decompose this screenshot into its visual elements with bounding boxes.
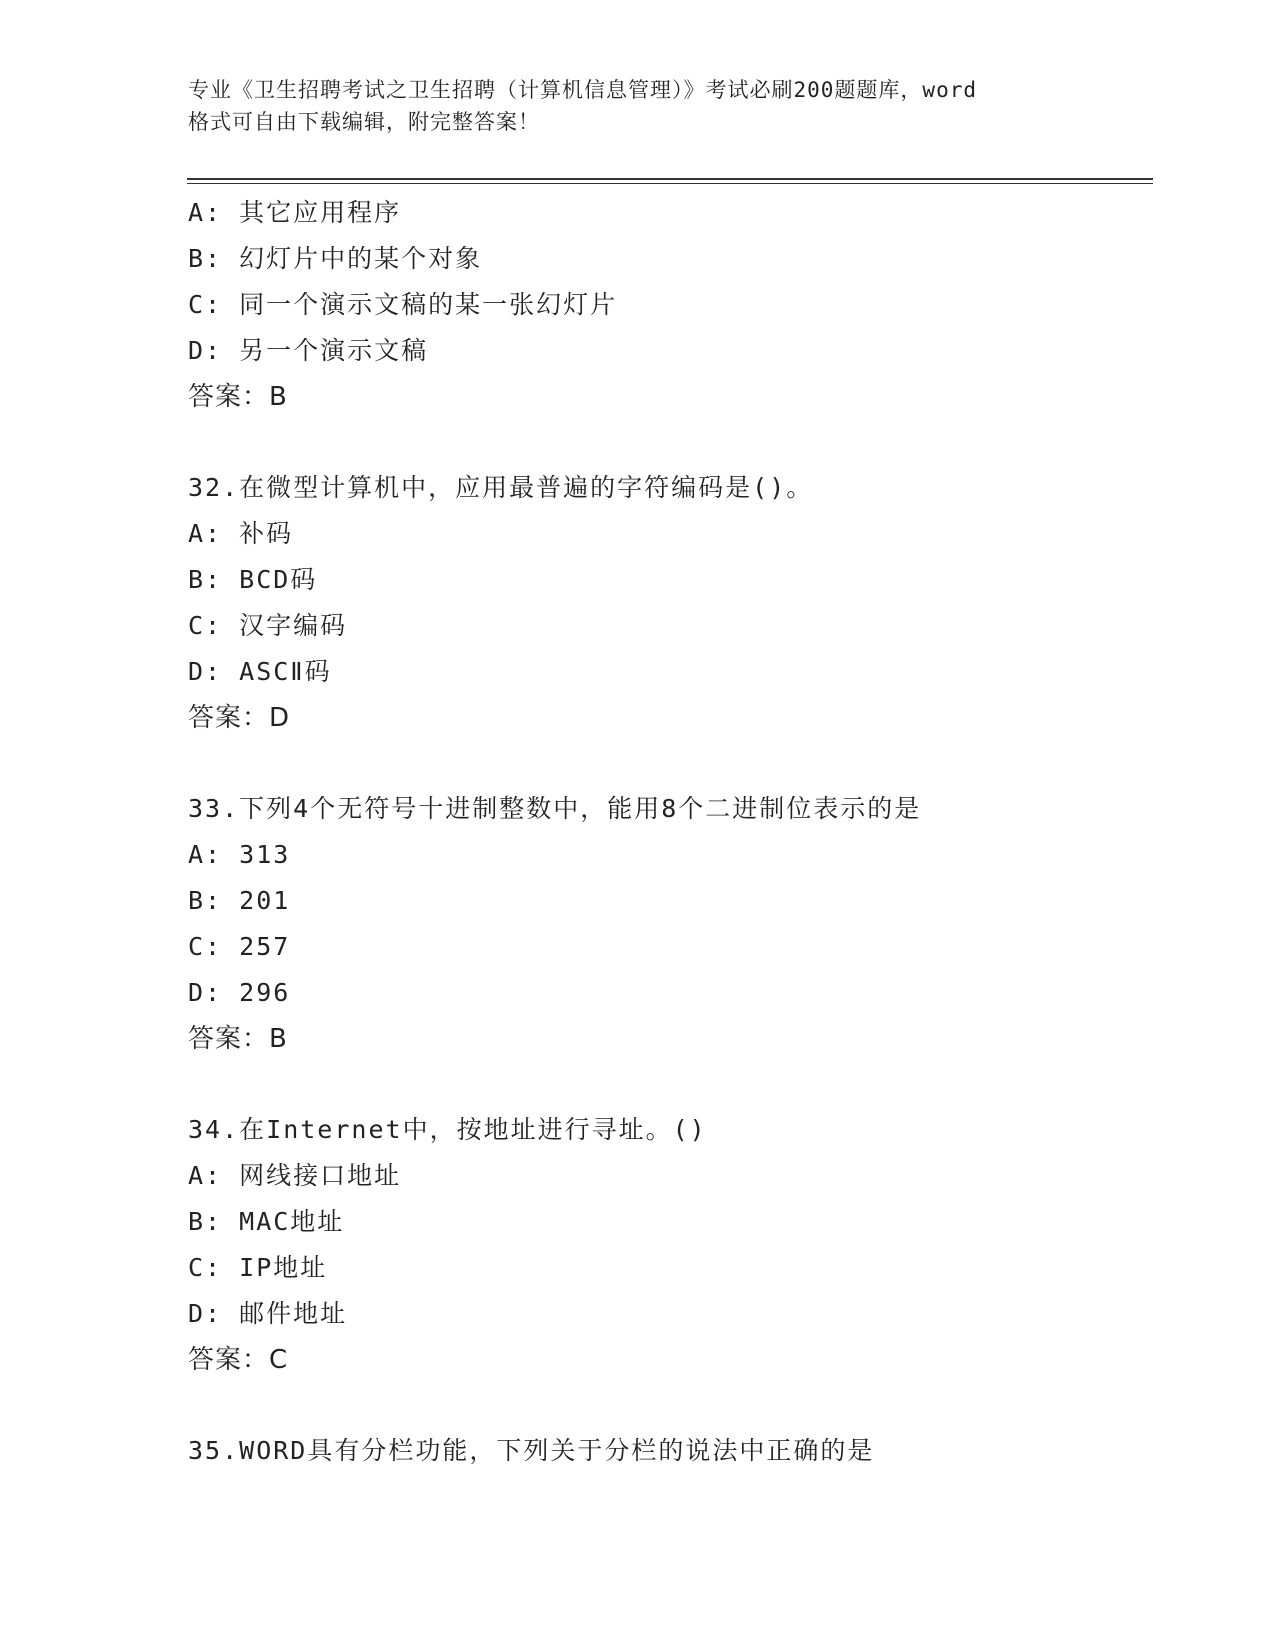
header-rule-thick xyxy=(187,178,1153,180)
answer: 答案：B xyxy=(188,382,288,412)
header-line-2: 格式可自由下载编辑，附完整答案！ xyxy=(188,110,540,134)
option-a: A: 313 xyxy=(188,840,291,869)
question-title: 33.下列4个无符号十进制整数中，能用8个二进制位表示的是 xyxy=(188,794,922,823)
option-c: C: 汉字编码 xyxy=(188,611,348,640)
question-list xyxy=(188,190,1148,1474)
answer: 答案：C xyxy=(188,1345,289,1375)
option-d: D: ASCⅡ码 xyxy=(188,657,332,686)
spacer xyxy=(188,1383,1148,1428)
option-a: A: 其它应用程序 xyxy=(188,198,402,227)
spacer xyxy=(188,420,1148,465)
spacer xyxy=(188,1062,1148,1107)
option-d: D: 邮件地址 xyxy=(188,1299,348,1328)
option-c: C: 257 xyxy=(188,932,291,961)
question-32 xyxy=(188,465,1148,741)
header-rule-thin xyxy=(187,183,1153,184)
option-b: B: BCD码 xyxy=(188,565,318,594)
option-b: B: MAC地址 xyxy=(188,1207,345,1236)
answer: 答案：B xyxy=(188,1024,288,1054)
spacer xyxy=(188,741,1148,786)
option-a: A: 补码 xyxy=(188,519,294,548)
question-title: 32.在微型计算机中，应用最普遍的字符编码是()。 xyxy=(188,473,814,502)
option-d: D: 另一个演示文稿 xyxy=(188,336,429,365)
option-c: C: IP地址 xyxy=(188,1253,328,1282)
option-c: C: 同一个演示文稿的某一张幻灯片 xyxy=(188,290,618,319)
question-33 xyxy=(188,786,1148,1062)
option-d: D: 296 xyxy=(188,978,291,1007)
question-title: 35.WORD具有分栏功能，下列关于分栏的说法中正确的是 xyxy=(188,1436,875,1465)
option-a: A: 网线接口地址 xyxy=(188,1161,402,1190)
document-header xyxy=(188,74,1088,138)
option-b: B: 201 xyxy=(188,886,291,915)
header-line-1: 专业《卫生招聘考试之卫生招聘（计算机信息管理）》考试必刷200题题库，word xyxy=(188,78,977,102)
question-title: 34.在Internet中，按地址进行寻址。() xyxy=(188,1115,707,1144)
question-35 xyxy=(188,1428,1148,1474)
question-34 xyxy=(188,1107,1148,1383)
option-b: B: 幻灯片中的某个对象 xyxy=(188,244,483,273)
answer: 答案：D xyxy=(188,703,291,733)
question-31 xyxy=(188,190,1148,420)
